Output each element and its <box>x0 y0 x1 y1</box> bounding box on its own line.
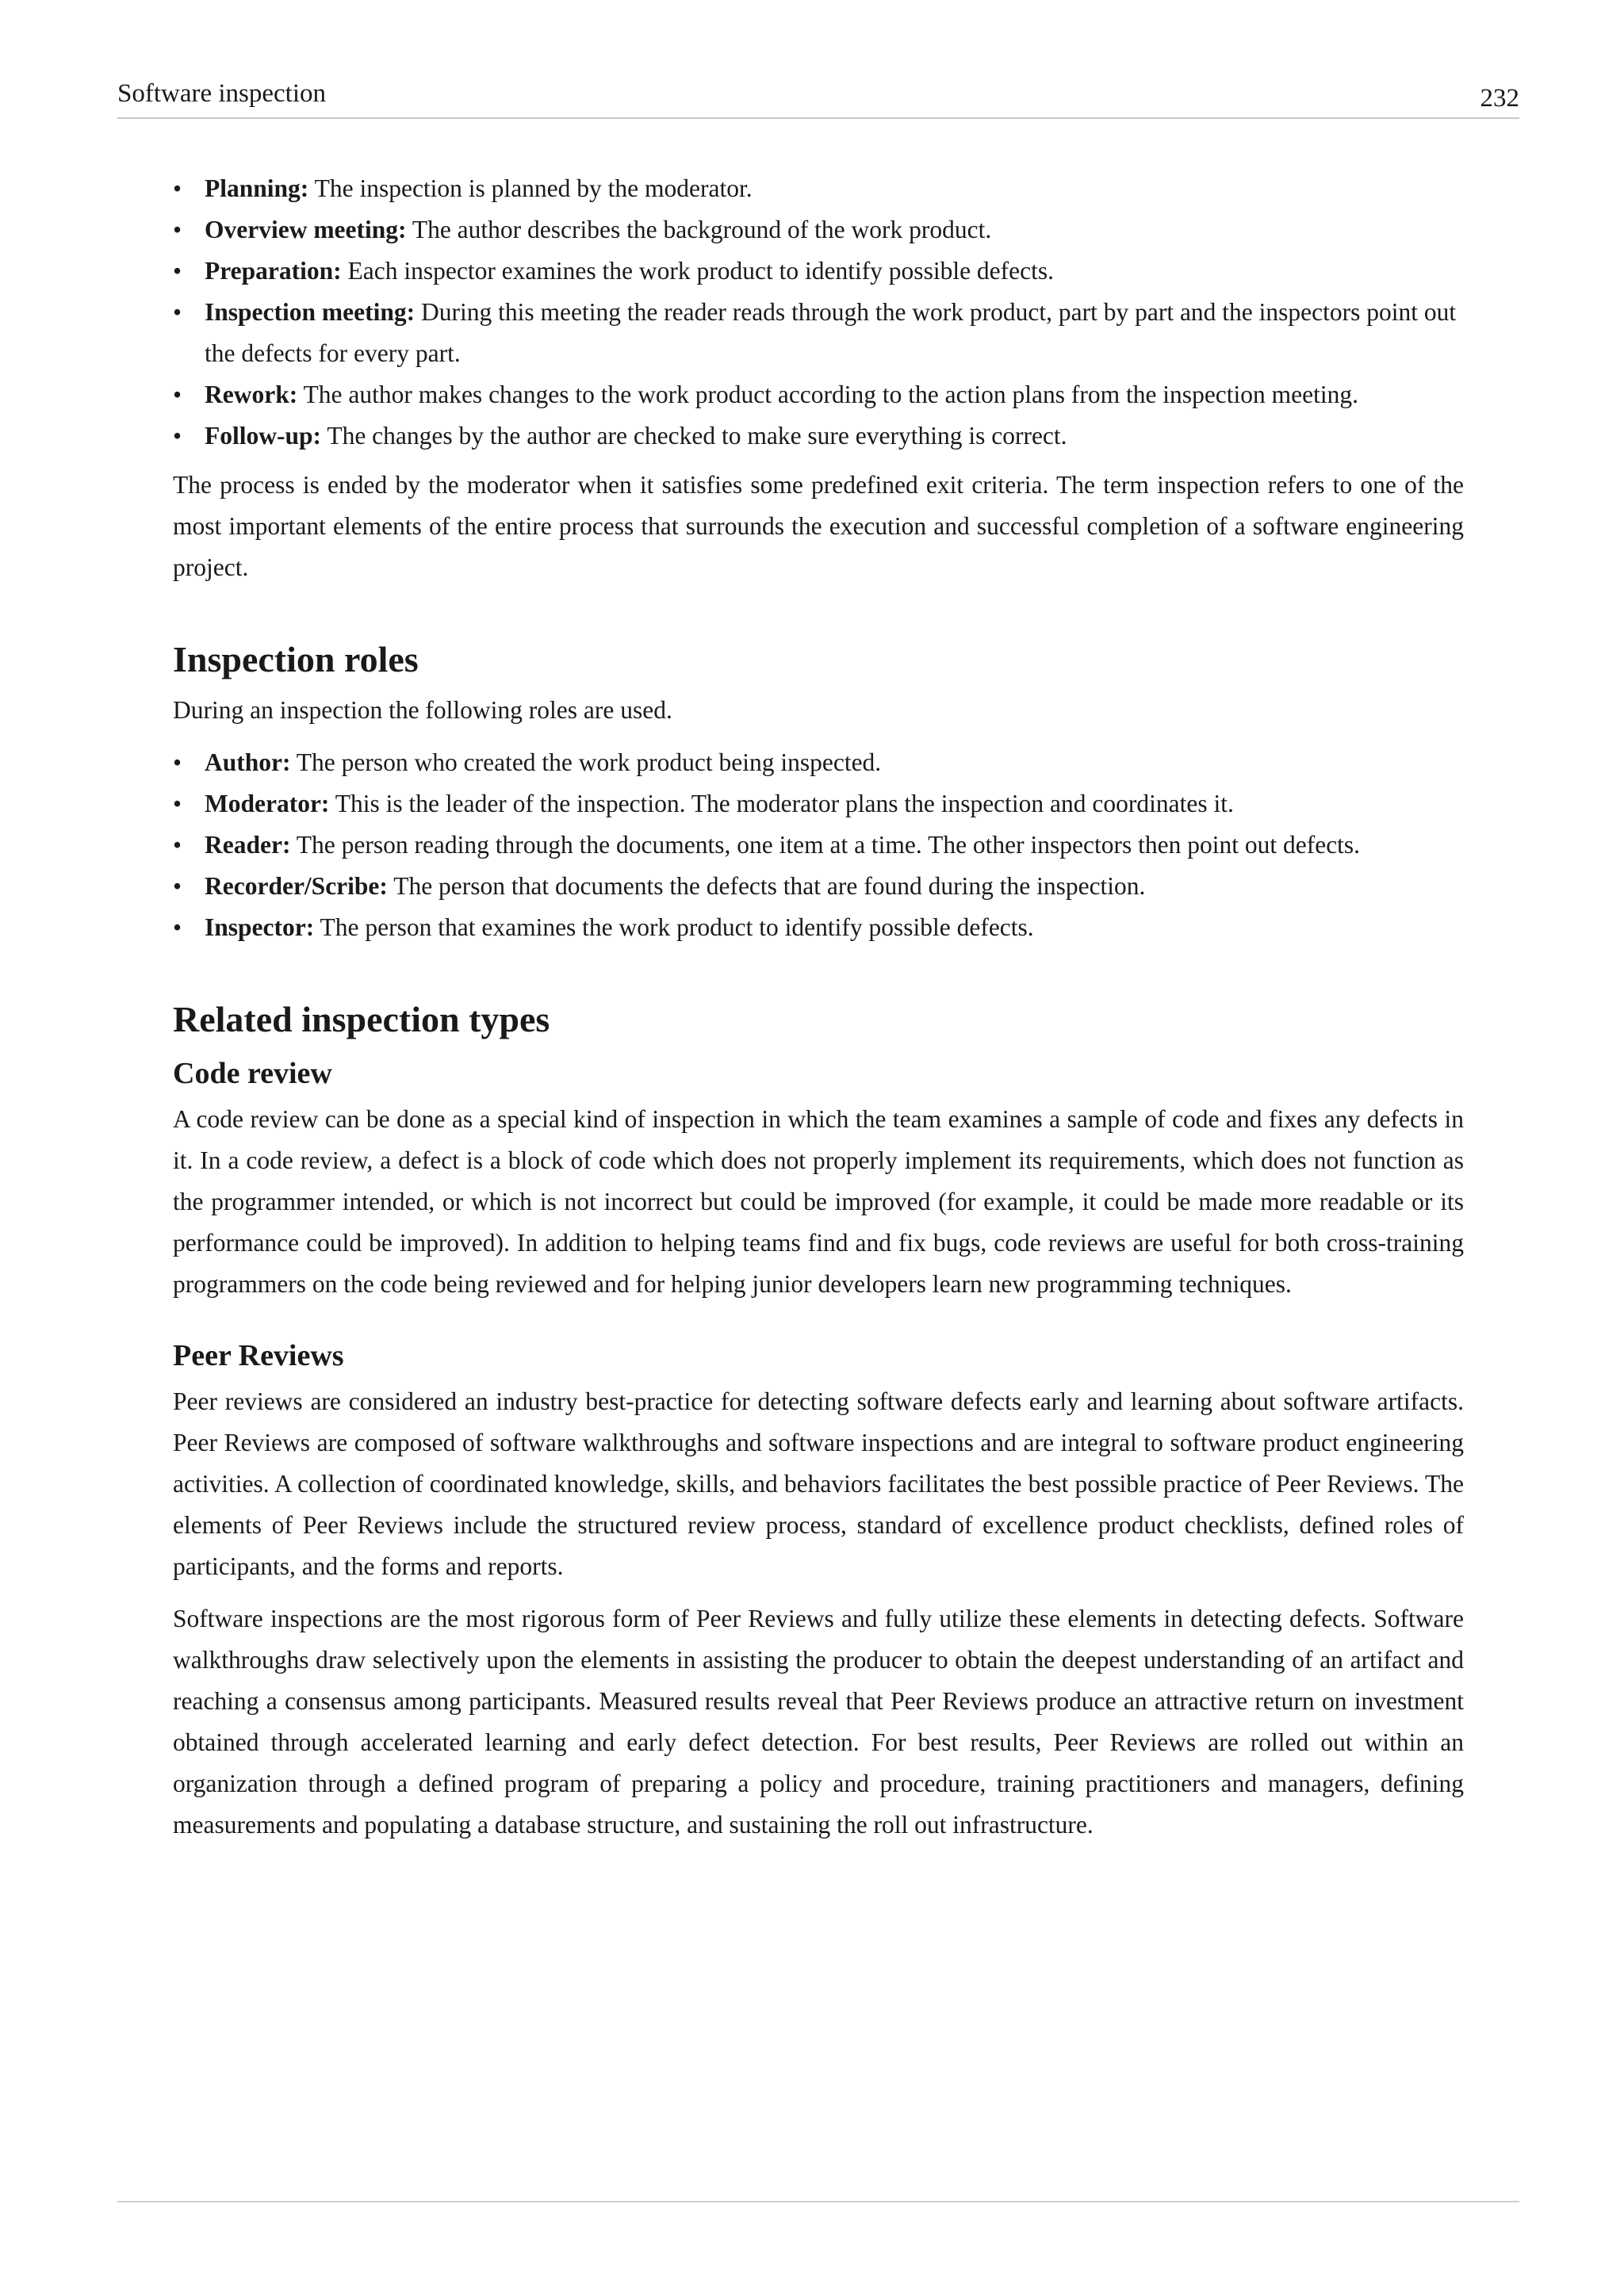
list-item-text: The person reading through the documents, one item at a time. The other inspectors then point out defects. <box>290 831 1361 859</box>
list-item <box>173 866 1464 907</box>
bullet: • <box>173 422 182 450</box>
page-header <box>117 78 1519 119</box>
list-item <box>173 168 1464 209</box>
process-paragraph: The process is ended by the moderator when it satisfies some predefined exit criteria. The term inspection refers to one of the most important elements of the entire process that surrounds the execution and successful completion of a software engineering project. <box>173 471 1464 581</box>
subsection-heading-code-review: Code review <box>173 1057 332 1090</box>
list-item-term: Rework: <box>205 381 298 408</box>
list-item-text: Each inspector examines the work product to identify possible defects. <box>341 257 1055 285</box>
list-item-term: Moderator: <box>205 790 330 817</box>
list-item-text: The person who created the work product being inspected. <box>290 748 882 776</box>
peer-reviews-paragraph-2: Software inspections are the most rigorous form of Peer Reviews and fully utilize these elements in detecting defects. Software walkthroughs draw selectively upon the elements in assisting the producer to obtain the deepest understanding of an artifact and reaching a consensus among participants. Measured results reveal that Peer Reviews produce an attractive return on investment obtained through accelerated learning and early defect detection. For best results, Peer Reviews are rolled out within an organization through a defined program of preparing a policy and procedure, training practitioners and managers, defining measurements and populating a database structure, and sustaining the roll out infrastructure. <box>173 1605 1464 1839</box>
page-number: 232 <box>1480 84 1519 113</box>
list-item <box>173 374 1464 415</box>
section-heading-inspection-roles: Inspection roles <box>173 639 419 679</box>
roles-intro: During an inspection the following roles are used. <box>173 696 672 724</box>
peer-reviews-paragraph-1: Peer reviews are considered an industry best-practice for detecting software defects early and learning about software artifacts. Peer Reviews are composed of software walkthroughs and software inspections and are integral to software product engineering activities. A collection of coordinated knowledge, skills, and behaviors facilitates the best possible practice of Peer Reviews. The elements of Peer Reviews include the structured review process, standard of excellence product checklists, defined roles of participants, and the forms and reports. <box>173 1387 1464 1580</box>
bullet: • <box>173 381 182 408</box>
list-item-text: The inspection is planned by the moderator. <box>308 174 753 202</box>
list-item-term: Reader: <box>205 831 291 859</box>
list-item-term: Preparation: <box>205 257 342 285</box>
list-item-term: Author: <box>205 748 291 776</box>
bullet: • <box>173 913 182 941</box>
list-item <box>173 783 1464 825</box>
list-item <box>173 825 1464 866</box>
list-item <box>173 292 1464 374</box>
list-item-text: This is the leader of the inspection. The moderator plans the inspection and coordinates it. <box>329 790 1234 817</box>
bullet: • <box>173 872 182 900</box>
running-title: Software inspection <box>117 79 327 108</box>
bullet: • <box>173 748 182 776</box>
list-item <box>173 415 1464 457</box>
list-item-text: The person that documents the defects that are found during the inspection. <box>387 872 1146 900</box>
code-review-paragraph: A code review can be done as a special kind of inspection in which the team examines a sample of code and fixes any defects in it. In a code review, a defect is a block of code which does not properly implement its requirements, which does not function as the programmer intended, or which is not incorrect but could be improved (for example, it could be made more readable or its performance could be improved). In addition to helping teams find and fix bugs, code reviews are useful for both cross-training programmers on the code being reviewed and for helping junior developers learn new programming techniques. <box>173 1105 1464 1298</box>
list-item-text: The author describes the background of the work product. <box>406 216 992 243</box>
list-item <box>173 907 1464 948</box>
subsection-heading-peer-reviews: Peer Reviews <box>173 1339 344 1372</box>
roles-list <box>173 742 1464 948</box>
list-item-text: During this meeting the reader reads through the work product, part by part and the inspectors point out the defects for every part. <box>205 298 1457 367</box>
bullet: • <box>173 216 182 243</box>
list-item-term: Planning: <box>205 174 309 202</box>
list-item-term: Recorder/Scribe: <box>205 872 388 900</box>
bullet: • <box>173 298 182 326</box>
list-item-text: The person that examines the work product to identify possible defects. <box>314 913 1034 941</box>
list-item-term: Inspection meeting: <box>205 298 416 326</box>
bullet: • <box>173 174 182 202</box>
list-item-term: Inspector: <box>205 913 315 941</box>
list-item-term: Overview meeting: <box>205 216 407 243</box>
list-item <box>173 251 1464 292</box>
bullet: • <box>173 831 182 859</box>
list-item-term: Follow-up: <box>205 422 322 450</box>
footer-divider <box>117 2201 1519 2202</box>
page-content <box>173 168 1464 1857</box>
list-item-text: The changes by the author are checked to make sure everything is correct. <box>321 422 1067 450</box>
process-steps-list <box>173 168 1464 457</box>
bullet: • <box>173 790 182 817</box>
bullet: • <box>173 257 182 285</box>
list-item-text: The author makes changes to the work product according to the action plans from the inspection meeting. <box>297 381 1358 408</box>
section-heading-related-inspection-types: Related inspection types <box>173 999 550 1039</box>
list-item <box>173 209 1464 251</box>
list-item <box>173 742 1464 783</box>
